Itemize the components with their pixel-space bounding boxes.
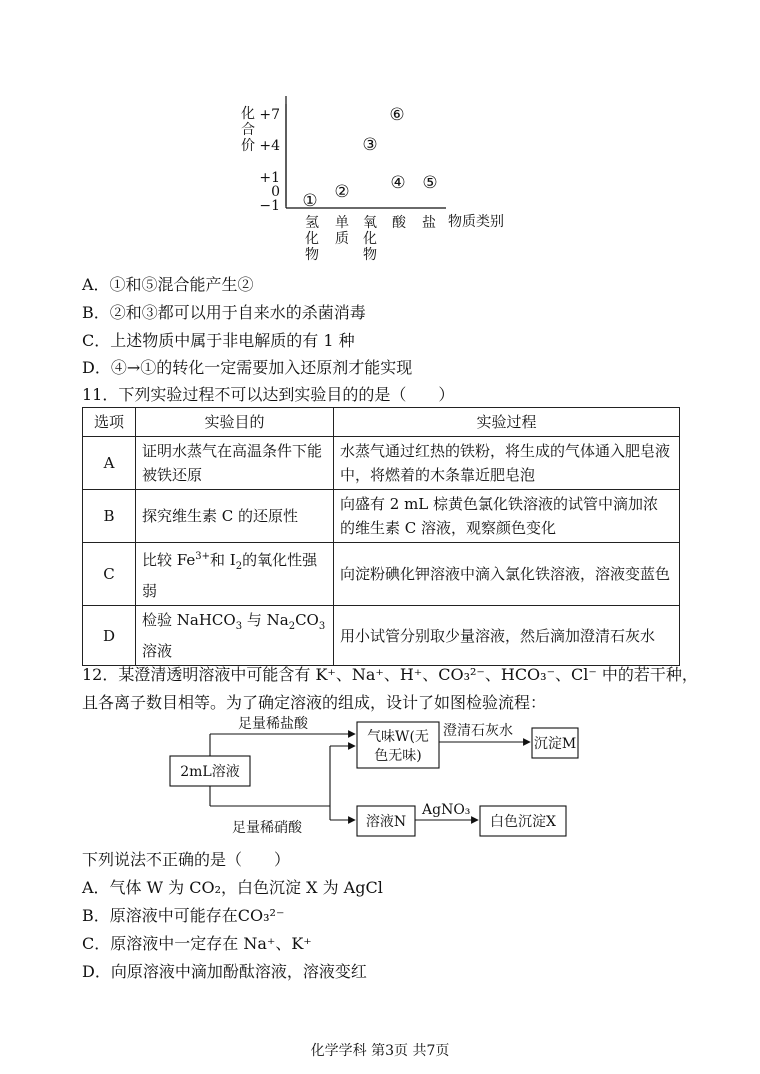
- table-row: [83, 606, 680, 666]
- chart-ylabel-3: 价: [241, 138, 255, 154]
- table-row: [83, 543, 680, 606]
- limewater-label: 澄清石灰水: [443, 723, 513, 739]
- point-5: ⑤: [422, 173, 438, 193]
- x-cat-salt: 盐: [422, 215, 436, 231]
- header-purpose: 实验目的: [136, 408, 334, 437]
- table-row: [83, 490, 680, 543]
- header-option: 选项: [83, 408, 136, 437]
- valence-chart: [236, 96, 526, 266]
- y-tick-m1: −1: [259, 198, 280, 214]
- x-cat-hydride-2: 化: [305, 231, 319, 247]
- x-cat-oxide-3: 物: [363, 247, 377, 263]
- x-cat-acid: 酸: [392, 215, 406, 231]
- reagent-top: 足量稀盐酸: [238, 716, 308, 732]
- ppt-m-label: 沉淀M: [533, 736, 577, 752]
- table-header-row: [83, 408, 680, 437]
- x-cat-hydride-1: 氢: [305, 215, 319, 231]
- row-a-option: A: [83, 437, 136, 490]
- x-cat-element-2: 质: [335, 231, 349, 247]
- table-row: [83, 437, 680, 490]
- chart-ylabel-2: 合: [241, 122, 255, 138]
- y-tick-0: 0: [271, 184, 280, 200]
- row-d-process: 用小试管分别取少量溶液，然后滴加澄清石灰水: [334, 606, 680, 666]
- start-label: 2mL溶液: [180, 764, 240, 780]
- y-tick-p1: +1: [259, 170, 280, 186]
- q12-stem-2: 且各离子数目相等。为了确定溶液的组成，设计了如图检验流程：: [82, 693, 547, 712]
- row-b-option: B: [83, 490, 136, 543]
- chart-ylabel-1: 化: [241, 106, 255, 122]
- row-a-purpose: 证明水蒸气在高温条件下能被铁还原: [136, 437, 334, 490]
- x-cat-hydride-3: 物: [305, 247, 319, 263]
- q12-option-b: B．原溶液中可能存在CO₃²⁻: [82, 906, 285, 925]
- row-c-process: 向淀粉碘化钾溶液中滴入氯化铁溶液，溶液变蓝色: [334, 543, 680, 606]
- q12-option-c: C．原溶液中一定存在 Na⁺、K⁺: [82, 934, 312, 953]
- point-2: ②: [334, 182, 350, 202]
- q12-option-d: D．向原溶液中滴加酚酞溶液，溶液变红: [82, 962, 367, 981]
- gas-w-label-1: 气味W(无: [367, 729, 429, 745]
- reagent-bottom: 足量稀硝酸: [232, 820, 302, 836]
- point-6: ⑥: [389, 105, 405, 125]
- x-axis-label: 物质类别: [448, 214, 504, 230]
- test-flowchart: [160, 712, 580, 842]
- page-footer: 化学学科 第3页 共7页: [310, 1043, 450, 1059]
- x-cat-element-1: 单: [335, 215, 349, 231]
- x-cat-oxide-1: 氧: [363, 215, 377, 231]
- y-tick-p4: +4: [259, 138, 280, 154]
- row-c-purpose: 比较 $Fe^{3+}$和 $I_2$的氧化性强弱: [136, 543, 334, 606]
- q12-option-a: A．气体 W 为 CO₂，白色沉淀 X 为 AgCl: [82, 878, 383, 897]
- row-c-option: C: [83, 543, 136, 606]
- experiment-table: [82, 407, 680, 666]
- ppt-x-label: 白色沉淀X: [490, 814, 556, 830]
- q10-option-c: C．上述物质中属于非电解质的有 1 种: [82, 331, 355, 350]
- row-b-process: 向盛有 2 mL 棕黄色氯化铁溶液的试管中滴加浓的维生素 C 溶液，观察颜色变化: [334, 490, 680, 543]
- row-d-purpose: 检验 NaHCO$_3$ 与 $Na_2CO_3$ 溶液: [136, 606, 334, 666]
- solution-n-label: 溶液N: [365, 814, 407, 830]
- x-cat-oxide-2: 化: [363, 231, 377, 247]
- row-b-purpose: 探究维生素 C 的还原性: [136, 490, 334, 543]
- q10-option-a: A．①和⑤混合能产生②: [82, 275, 254, 294]
- q12-ask: 下列说法不正确的是（ ）: [82, 850, 291, 869]
- point-3: ③: [362, 135, 378, 155]
- q10-option-b: B．②和③都可以用于自来水的杀菌消毒: [82, 303, 366, 322]
- row-a-process: 水蒸气通过红热的铁粉，将生成的气体通入肥皂液中，将燃着的木条靠近肥皂泡: [334, 437, 680, 490]
- q10-option-d: D．④→①的转化一定需要加入还原剂才能实现: [82, 358, 413, 377]
- point-4: ④: [390, 173, 406, 193]
- point-1: ①: [302, 191, 318, 211]
- row-d-option: D: [83, 606, 136, 666]
- q12-stem-1: 12．某澄清透明溶液中可能含有 K⁺、Na⁺、H⁺、CO₃²⁻、HCO₃⁻、Cl⁻ 中的若干种，: [82, 665, 698, 684]
- header-process: 实验过程: [334, 408, 680, 437]
- q11-stem: 11．下列实验过程不可以达到实验目的的是（ ）: [82, 385, 455, 404]
- y-tick-p7: +7: [259, 107, 280, 123]
- agno3-label: AgNO₃: [422, 802, 471, 818]
- gas-w-label-2: 色无味): [374, 748, 422, 764]
